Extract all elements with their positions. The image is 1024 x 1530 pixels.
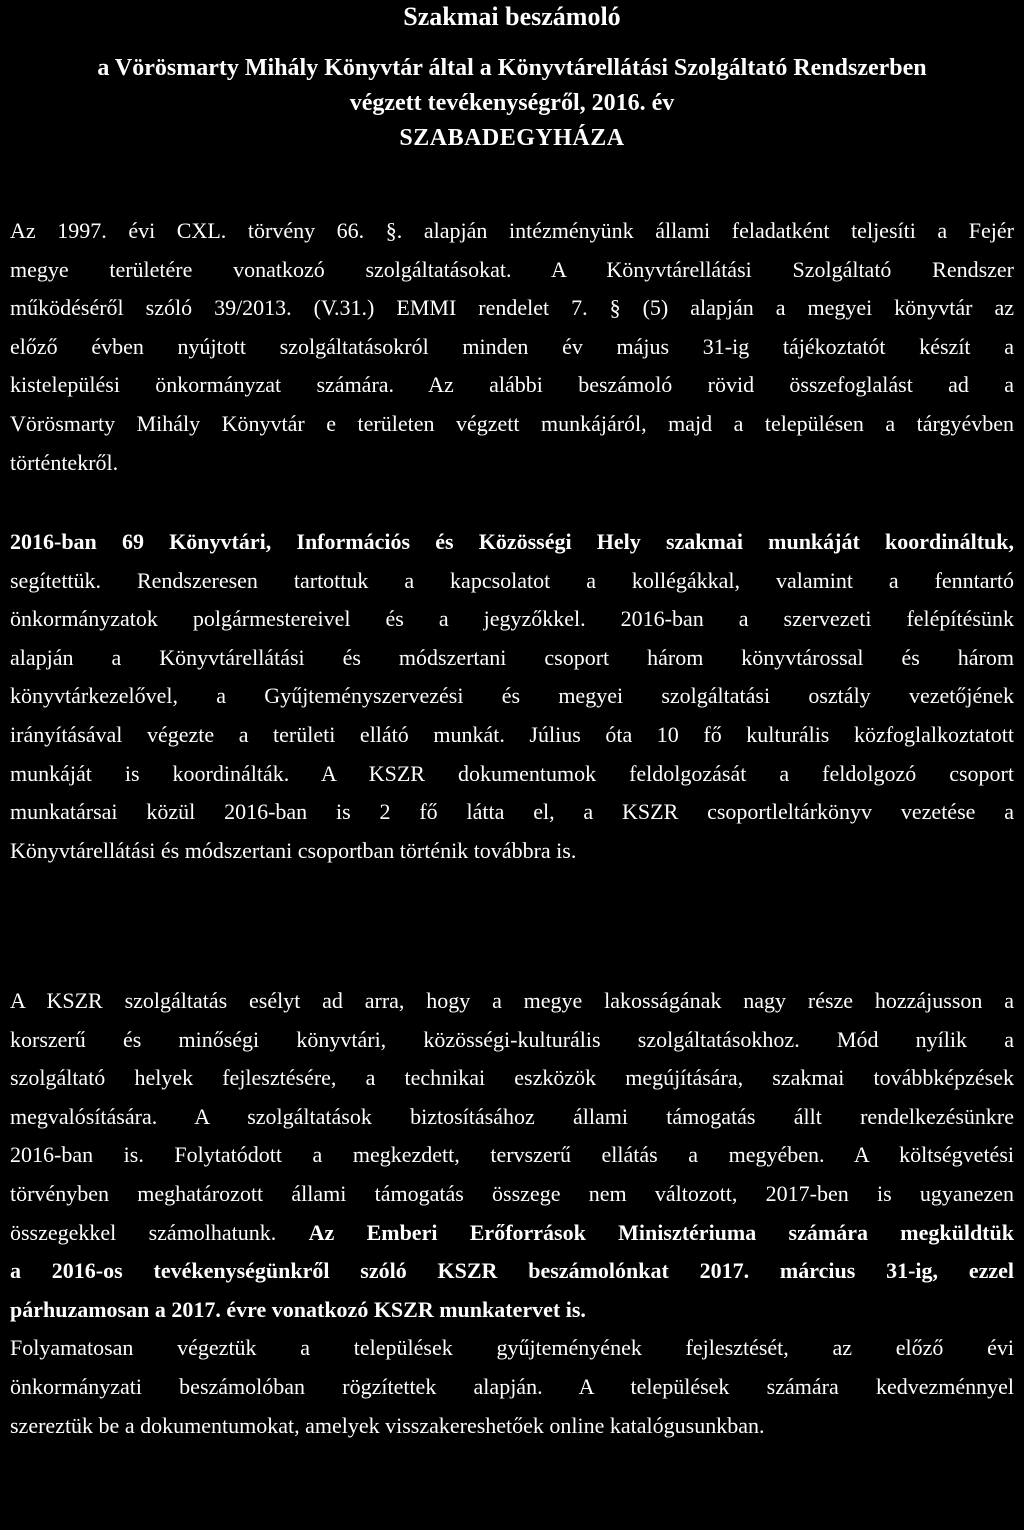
bold-text-line: a 2016-os tevékenységünkről szóló KSZR beszámolónkat 2017. március 31-ig, ezzel — [10, 1258, 1014, 1284]
text-line: megye területére vonatkozó szolgáltatásokat. A Könyvtárellátási Szolgáltató Rendszer — [10, 256, 1014, 282]
document-subtitle-line-1: a Vörösmarty Mihály Könyvtár által a Könyvtárellátási Szolgáltató Rendszerben — [97, 55, 927, 81]
text-line: önkormányzati beszámolóban rögzítettek alapján. A települések számára kedvezménnyel — [10, 1373, 1014, 1399]
text-line: alapján a Könyvtárellátási és módszertani csoport három könyvtárossal és három — [10, 644, 1014, 670]
text-line: szolgáltató helyek fejlesztésére, a technikai eszközök megújítására, szakmai továbbképzések — [10, 1065, 1014, 1091]
text-run: összegekkel számolhatunk. — [10, 1219, 309, 1245]
text-line: Vörösmarty Mihály Könyvtár e területen végzett munkájáról, majd a településen a tárgyévben — [10, 410, 1014, 436]
bold-text-run: Az Emberi Erőforrások Minisztériuma számára megküldtük — [308, 1219, 1014, 1245]
paragraph-legal-basis — [10, 212, 1014, 482]
bold-text-line: párhuzamosan a 2017. évre vonatkozó KSZR munkatervet is. — [10, 1296, 586, 1322]
document-title: Szakmai beszámoló — [403, 2, 621, 31]
text-line: Folyamatosan végeztük a települések gyűjteményének fejlesztését, az előző évi — [10, 1335, 1014, 1361]
mixed-text-line — [10, 1214, 1014, 1253]
text-line: megvalósítására. A szolgáltatások biztosításához állami támogatás állt rendelkezésünkre — [10, 1103, 1014, 1129]
text-line: törvényben meghatározott állami támogatás összege nem változott, 2017-ben is ugyanezen — [10, 1180, 1014, 1206]
text-line: működéséről szóló 39/2013. (V.31.) EMMI rendelet 7. § (5) alapján a megyei könyvtár az — [10, 295, 1014, 321]
document-subtitle-line-2: végzett tevékenységről, 2016. év — [349, 90, 675, 116]
text-line: munkatársai közül 2016-ban is 2 fő látta el, a KSZR csoportleltárkönyv vezetése a — [10, 799, 1014, 825]
text-line: önkormányzatok polgármestereivel és a jegyzőkkel. 2016-ban a szervezeti felépítésünk — [10, 606, 1014, 632]
text-line: szereztük be a dokumentumokat, amelyek visszakereshetőek online katalógusunkban. — [10, 1412, 765, 1438]
text-line: segítettük. Rendszeresen tartottuk a kapcsolatot a kollégákkal, valamint a fenntartó — [10, 567, 1014, 593]
text-line: Könyvtárellátási és módszertani csoportban történik továbbra is. — [10, 837, 577, 863]
settlement-name: SZABADEGYHÁZA — [399, 125, 625, 151]
bold-text-line: 2016-ban 69 Könyvtári, Információs és Közösségi Hely szakmai munkáját koordináltuk, — [10, 529, 1014, 554]
text-line: könyvtárkezelővel, a Gyűjteményszervezési és megyei szolgáltatási osztály vezetőjének — [10, 683, 1014, 709]
text-line: 2016-ban is. Folytatódott a megkezdett, tervszerű ellátás a megyében. A költségvetési — [10, 1142, 1014, 1168]
text-line: irányításával végezte a területi ellátó munkát. Július óta 10 fő kulturális közfoglalkoztatott — [10, 721, 1014, 747]
text-line: korszerű és minőségi könyvtári, közösségi-kulturális szolgáltatásokhoz. Mód nyílik a — [10, 1026, 1014, 1052]
text-line: munkáját is koordinálták. A KSZR dokumentumok feldolgozását a feldolgozó csoport — [10, 760, 1014, 786]
text-line: történtekről. — [10, 449, 119, 475]
text-line: Az 1997. évi CXL. törvény 66. §. alapján intézményünk állami feladatként teljesíti a Fejér — [10, 218, 1014, 243]
paragraph-coordination — [10, 523, 1014, 870]
paragraph-kszr-service — [10, 982, 1014, 1445]
text-line: A KSZR szolgáltatás esélyt ad arra, hogy a megye lakosságának nagy része hozzájusson a — [10, 988, 1014, 1013]
text-line: előző évben nyújtott szolgáltatásokról minden év május 31-ig tájékoztatót készít a — [10, 333, 1014, 359]
text-line: kistelepülési önkormányzat számára. Az alábbi beszámoló rövid összefoglalást ad a — [10, 372, 1014, 398]
